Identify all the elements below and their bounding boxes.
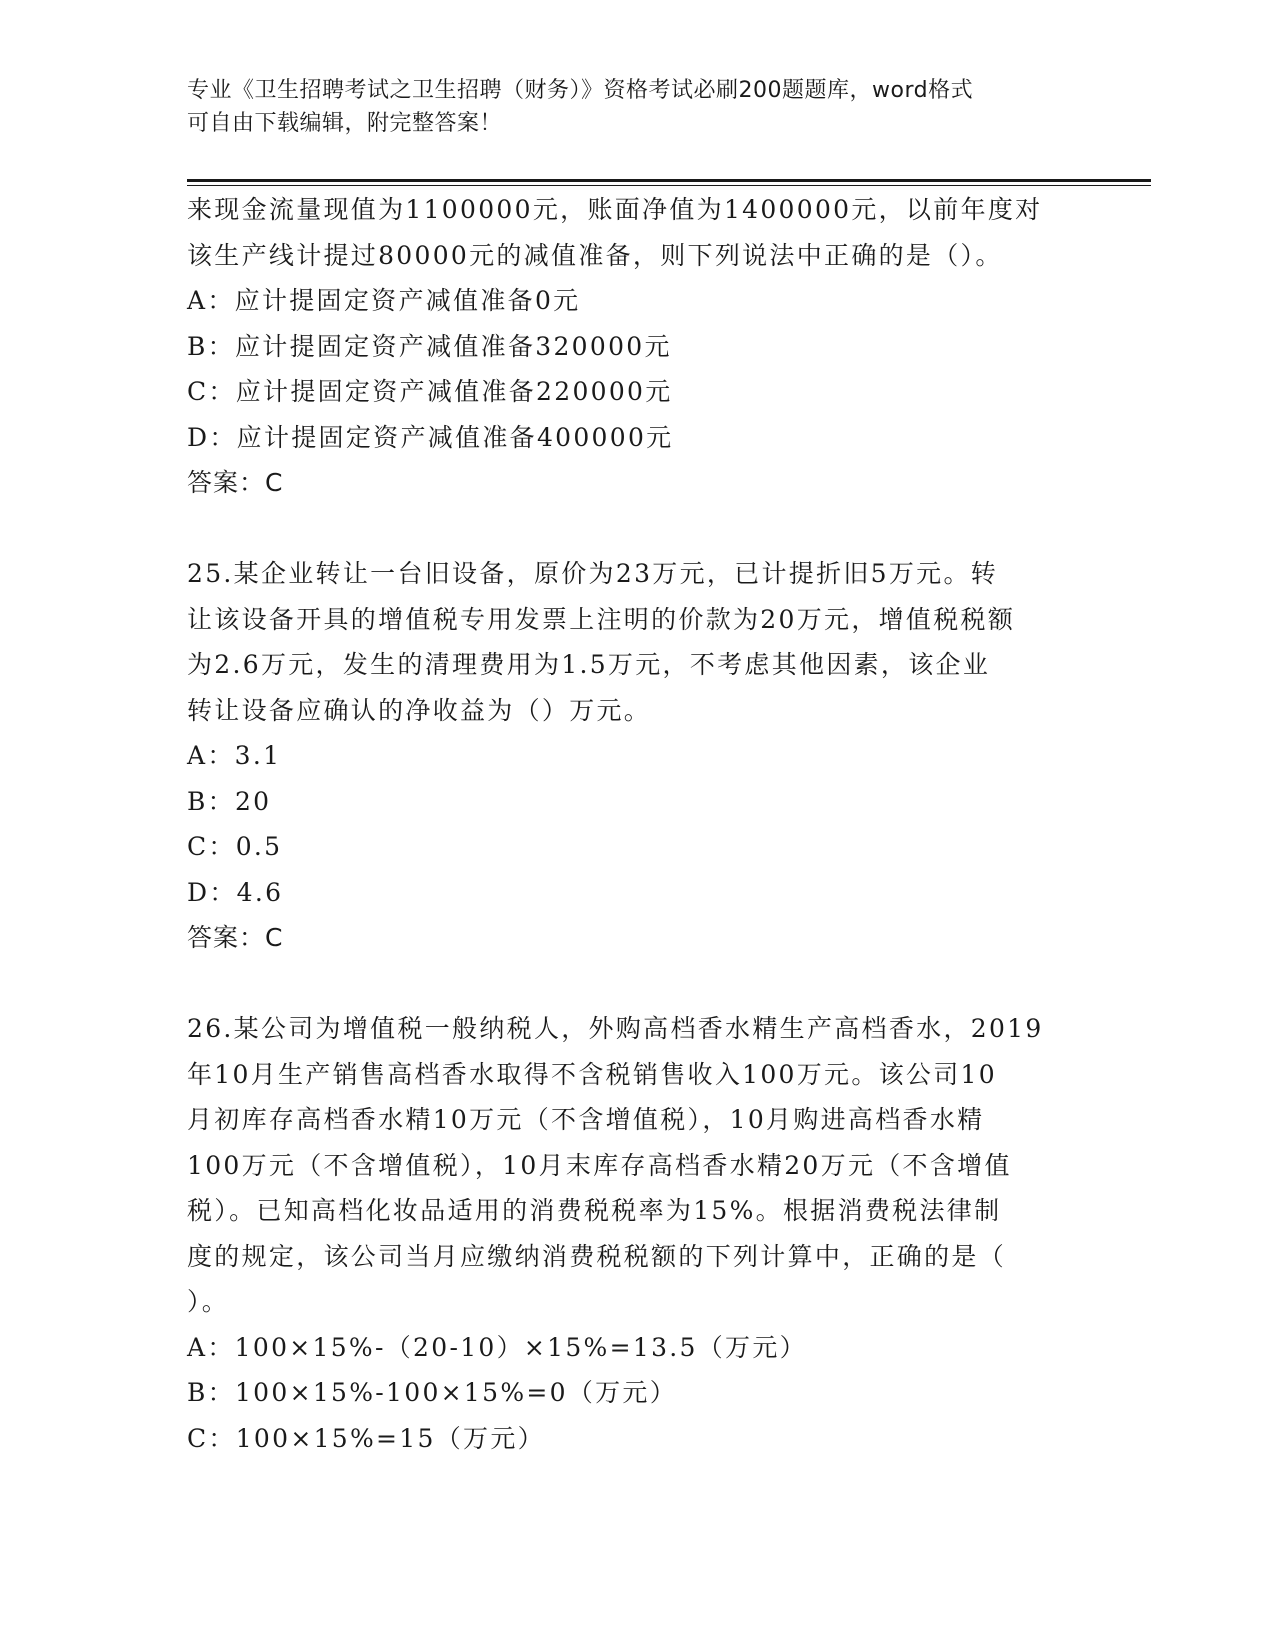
header-line-1: 专业《卫生招聘考试之卫生招聘（财务）》资格考试必刷200题题库，word格式 [187,78,974,103]
question-content [187,187,1077,1461]
question-stem-line: 转让设备应确认的净收益为（）万元。 [187,695,652,725]
document-header [187,74,1067,140]
question-stem-line: 让该设备开具的增值税专用发票上注明的价款为20万元，增值税税额 [187,604,1016,634]
question-26 [187,1006,1077,1461]
question-stem-line: 26.某公司为增值税一般纳税人，外购高档香水精生产高档香水，2019 [187,1014,1044,1043]
spacer [187,961,1077,1007]
option-c: C：100×15%=15（万元） [187,1423,545,1453]
header-divider-thin [187,185,1151,186]
option-a: A：3.1 [187,741,282,770]
question-stem-line: 25.某企业转让一台旧设备，原价为23万元，已计提折旧5万元。转 [187,559,999,588]
option-d: D：4.6 [187,877,284,907]
option-a: A：100×15%-（20-10）×15%=13.5（万元） [187,1332,807,1362]
question-stem-line: 来现金流量现值为1100000元，账面净值为1400000元，以前年度对 [187,195,1043,224]
option-a: A：应计提固定资产减值准备0元 [187,286,581,315]
question-stem-line: 度的规定，该公司当月应缴纳消费税税额的下列计算中，正确的是（ [187,1241,1007,1271]
spacer [187,506,1077,552]
question-stem-line: ）。 [187,1287,230,1316]
question-stem-line: 月初库存高档香水精10万元（不含增值税），10月购进高档香水精 [187,1105,985,1134]
option-b: B：100×15%-100×15%=0（万元） [187,1378,678,1407]
option-b: B：20 [187,786,272,816]
header-line-2: 可自由下载编辑，附完整答案！ [187,111,503,136]
question-24 [187,187,1077,506]
question-stem-line: 年10月生产销售高档香水取得不含税销售收入100万元。该公司10 [187,1059,997,1089]
answer: 答案：C [187,923,284,952]
option-c: C：应计提固定资产减值准备220000元 [187,377,673,406]
question-stem-line: 该生产线计提过80000元的减值准备，则下列说法中正确的是（）。 [187,240,1003,270]
option-d: D：应计提固定资产减值准备400000元 [187,422,674,452]
answer: 答案：C [187,468,284,497]
question-stem-line: 税）。已知高档化妆品适用的消费税税率为15%。根据消费税法律制 [187,1196,1002,1225]
option-b: B：应计提固定资产减值准备320000元 [187,331,672,361]
question-stem-line: 100万元（不含增值税），10月末库存高档香水精20万元（不含增值 [187,1150,1012,1180]
option-c: C：0.5 [187,832,283,861]
question-stem-line: 为2.6万元，发生的清理费用为1.5万元，不考虑其他因素，该企业 [187,650,991,679]
question-25 [187,551,1077,961]
header-divider-thick [187,179,1151,182]
